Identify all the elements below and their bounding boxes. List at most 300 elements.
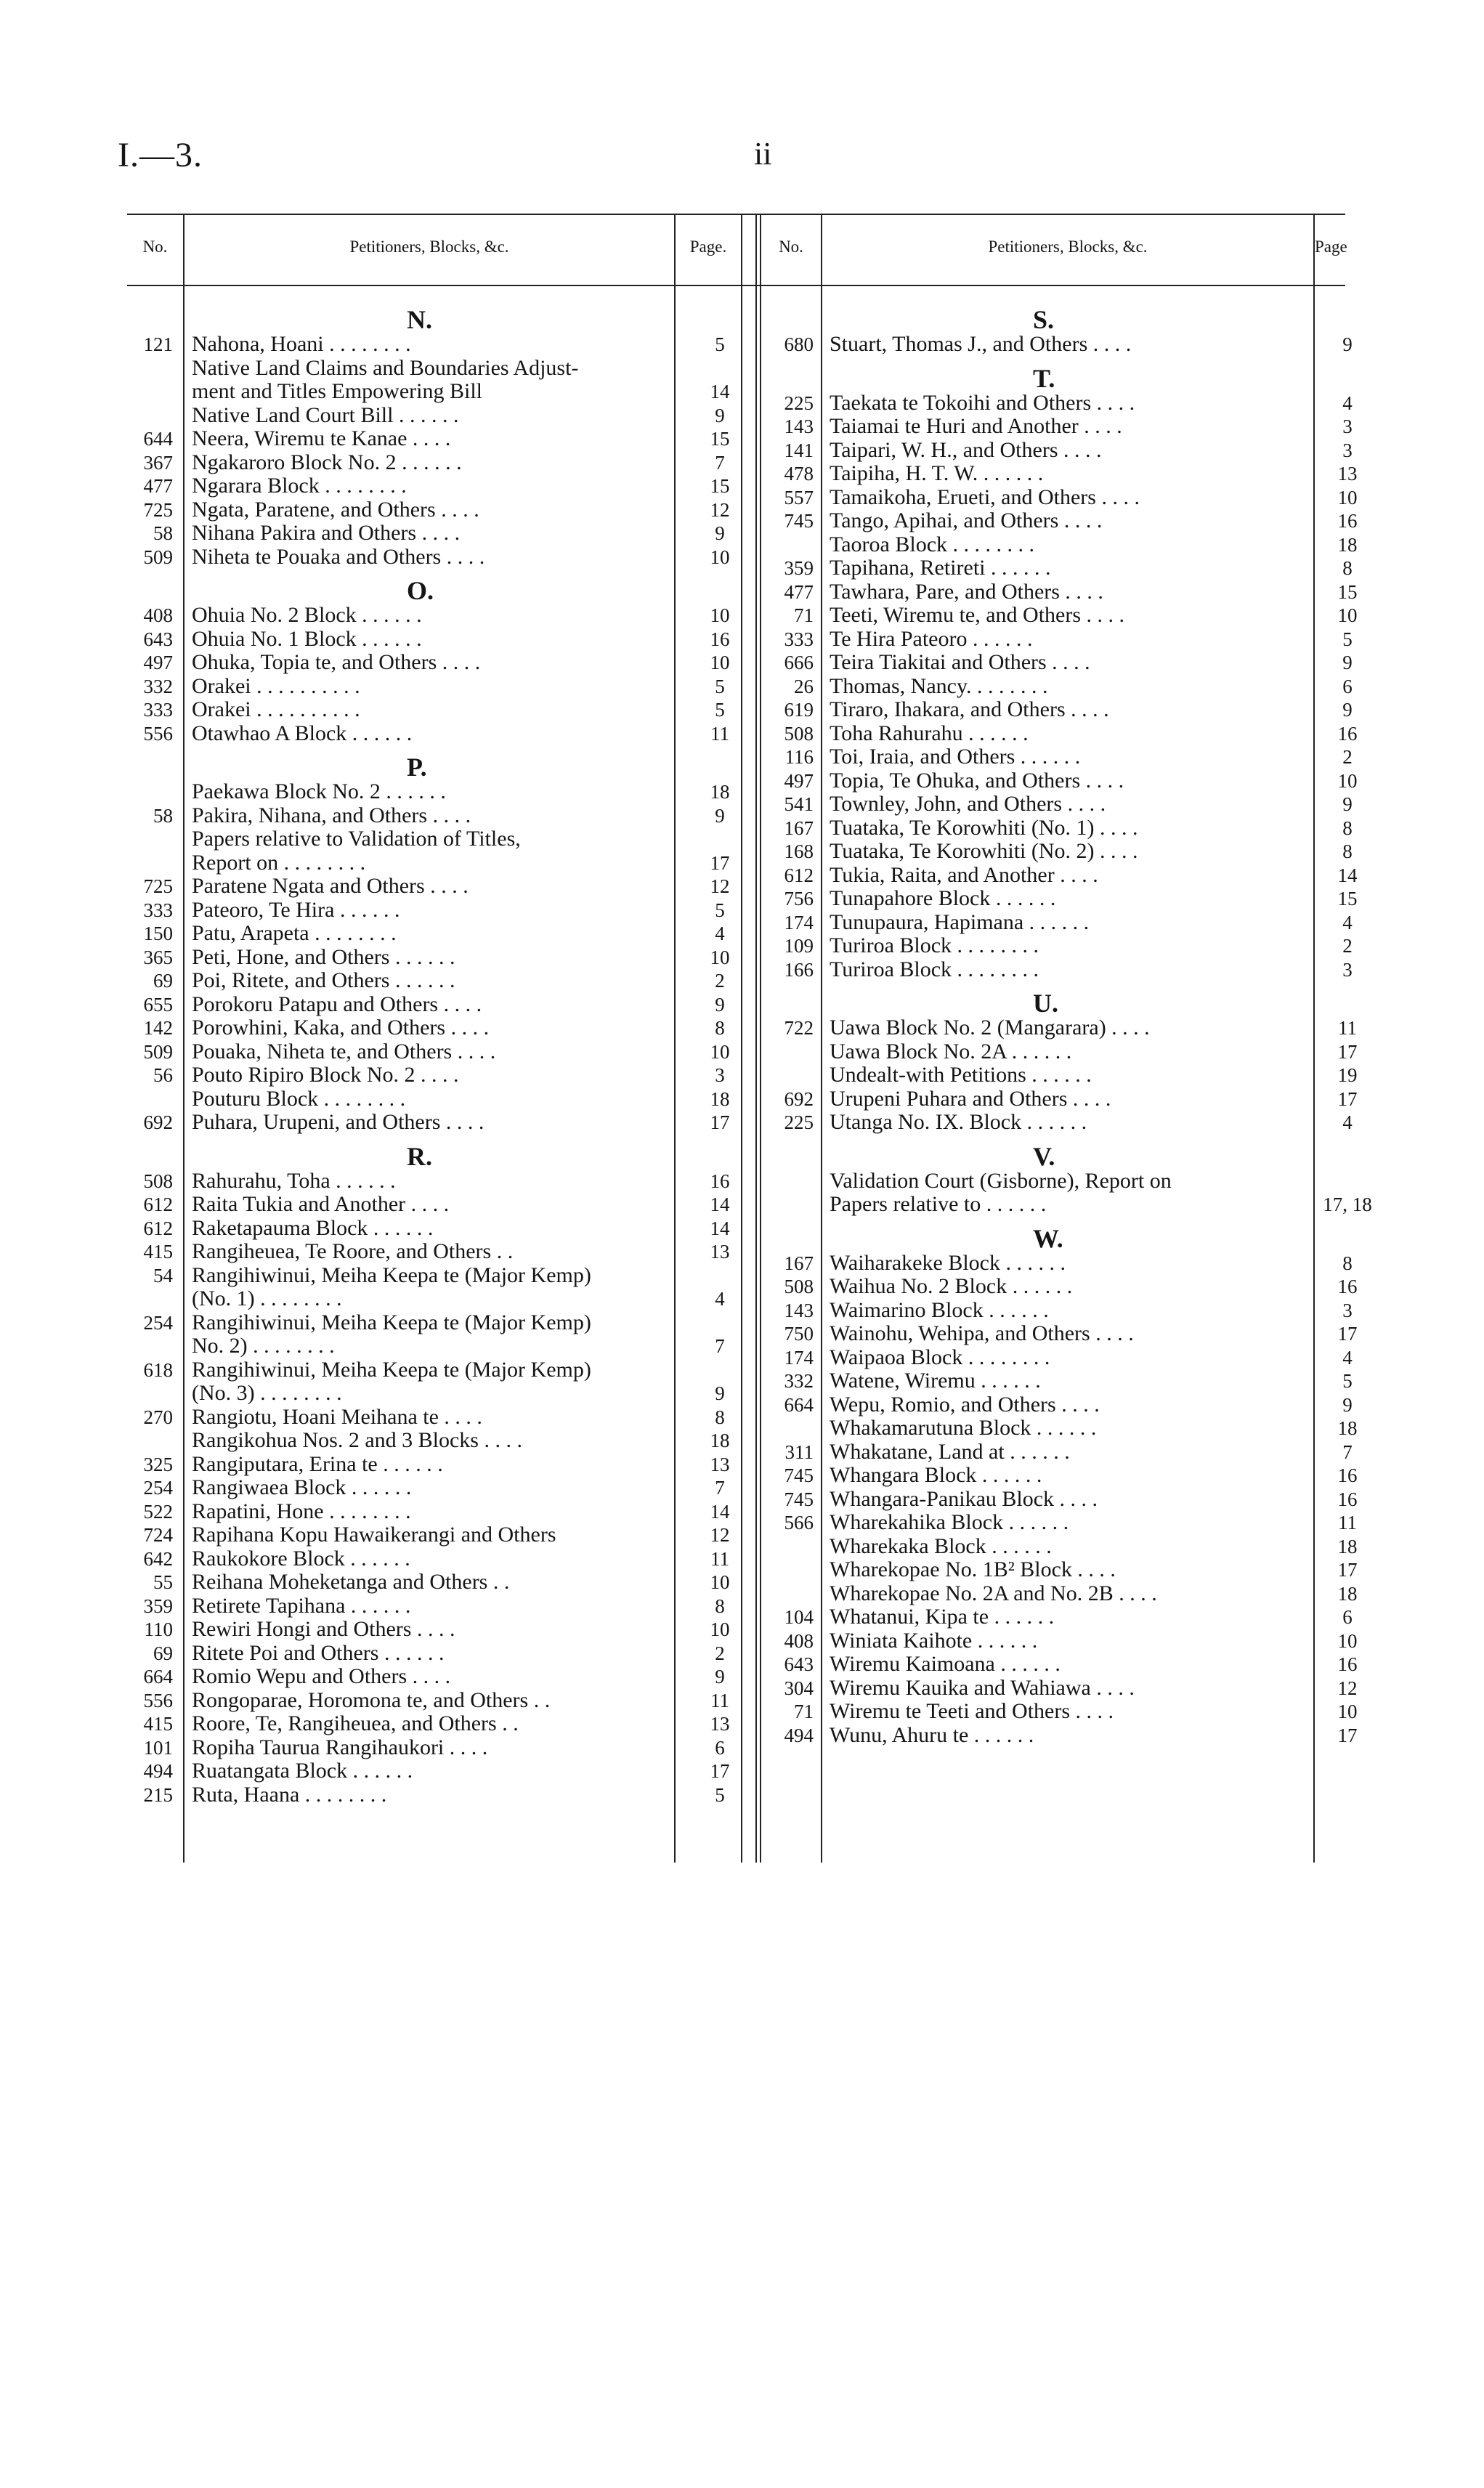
page-reference: 10 bbox=[1337, 486, 1358, 508]
page-reference: 13 bbox=[1337, 463, 1358, 485]
page-reference: 14 bbox=[710, 1217, 730, 1239]
petitioner-name: Rangihiwinui, Meiha Keepa te (Major Kemp) bbox=[192, 1357, 591, 1382]
petition-number: 725 bbox=[143, 875, 173, 897]
page-reference: 5 bbox=[1342, 1370, 1353, 1392]
petitioner-name: Rangiputara, Erina te . . . . . . bbox=[192, 1451, 443, 1476]
petitioner-name: ment and Titles Empowering Bill bbox=[192, 379, 483, 403]
petitioner-name: Thomas, Nancy. . . . . . . . bbox=[830, 673, 1048, 698]
petition-number: 655 bbox=[143, 993, 173, 1016]
petition-number: 71 bbox=[794, 1701, 814, 1722]
index-entry bbox=[0, 1629, 1380, 1653]
petitioner-name: Ohuia No. 1 Block . . . . . . bbox=[192, 626, 422, 651]
petitioner-name: Porokoru Patapu and Others . . . . bbox=[192, 992, 482, 1016]
petition-number: 680 bbox=[784, 333, 814, 355]
page-reference: 15 bbox=[710, 475, 730, 497]
petitioner-name: (No. 1) . . . . . . . . bbox=[192, 1286, 342, 1310]
petition-number: 724 bbox=[143, 1524, 173, 1546]
page-reference: 4 bbox=[1342, 1346, 1353, 1369]
header-petitioners-right: Petitioners, Blocks, &c. bbox=[988, 238, 1148, 256]
petitioner-name: Topia, Te Ohuka, and Others . . . . bbox=[830, 768, 1124, 793]
petitioner-name: Tunapahore Block . . . . . . bbox=[830, 886, 1056, 910]
petitioner-name: Tukia, Raita, and Another . . . . bbox=[830, 862, 1098, 887]
petition-number: 745 bbox=[784, 1464, 814, 1486]
page-reference: 12 bbox=[710, 498, 730, 521]
petitioner-name: Raita Tukia and Another . . . . bbox=[192, 1192, 450, 1216]
petitioner-name: Nahona, Hoani . . . . . . . . bbox=[192, 332, 411, 356]
petitioner-name: Uawa Block No. 2 (Mangarara) . . . . bbox=[830, 1016, 1150, 1040]
petitioner-name: Tunupaura, Hapimana . . . . . . bbox=[830, 909, 1090, 934]
index-entry bbox=[0, 675, 1380, 699]
page-reference: 9 bbox=[1342, 333, 1353, 355]
petitioner-name: (No. 3) . . . . . . . . bbox=[192, 1381, 342, 1405]
index-entry bbox=[0, 533, 1380, 557]
petitioner-name: Wharekaka Block . . . . . . bbox=[830, 1533, 1052, 1558]
page-reference: 10 bbox=[710, 546, 730, 568]
section-letter bbox=[0, 1225, 1380, 1252]
petitioner-name: Romio Wepu and Others . . . . bbox=[192, 1664, 451, 1688]
index-entry bbox=[0, 1759, 755, 1783]
petitioner-name: Ruatangata Block . . . . . . bbox=[192, 1759, 413, 1783]
section-gap bbox=[0, 981, 1380, 990]
petitioner-name: Wepu, Romio, and Others . . . . bbox=[830, 1392, 1100, 1417]
petition-number: 101 bbox=[143, 1736, 173, 1759]
page-reference: 17, 18 bbox=[1323, 1194, 1372, 1215]
index-entry bbox=[0, 1252, 1380, 1276]
page-reference: 8 bbox=[1342, 1252, 1353, 1274]
page-reference: 18 bbox=[1337, 1417, 1358, 1439]
petition-number: 215 bbox=[143, 1783, 173, 1806]
index-entry bbox=[0, 911, 1380, 935]
petition-number: 54 bbox=[153, 1264, 173, 1286]
petitioner-name: Neera, Wiremu te Kanae . . . . bbox=[192, 426, 451, 450]
petition-number: 311 bbox=[784, 1440, 814, 1463]
petition-number: 333 bbox=[143, 899, 173, 921]
section-letter bbox=[0, 365, 1380, 392]
petitioner-name: Pateoro, Te Hira . . . . . . bbox=[192, 897, 400, 922]
index-entry bbox=[0, 556, 1380, 580]
petition-number: 332 bbox=[784, 1370, 814, 1392]
index-entry bbox=[0, 840, 1380, 864]
petitioner-name: Retirete Tapihana . . . . . . bbox=[192, 1593, 411, 1618]
page-reference: 12 bbox=[710, 1524, 730, 1546]
petition-number: 332 bbox=[143, 675, 173, 697]
page-reference: 3 bbox=[715, 1064, 725, 1086]
page-reference: 8 bbox=[715, 1017, 725, 1039]
petitioner-name: Reihana Moheketanga and Others . . bbox=[192, 1570, 510, 1594]
index-entry bbox=[0, 1299, 1380, 1323]
index-entry bbox=[0, 1087, 1380, 1111]
petitioner-name: Rapatini, Hone . . . . . . . . bbox=[192, 1499, 411, 1523]
petition-number: 225 bbox=[784, 1111, 814, 1133]
petitioner-name: No. 2) . . . . . . . . bbox=[192, 1334, 335, 1358]
petitioner-name: Taiamai te Huri and Another . . . . bbox=[830, 414, 1122, 438]
page-reference: 13 bbox=[710, 1713, 730, 1735]
petitioner-name: Watene, Wiremu . . . . . . bbox=[830, 1369, 1041, 1393]
petition-number: 745 bbox=[784, 510, 814, 532]
page-reference: 11 bbox=[710, 722, 729, 745]
petition-number: 497 bbox=[784, 769, 814, 792]
petitioner-name: Toha Rahurahu . . . . . . bbox=[830, 721, 1029, 745]
index-entry bbox=[0, 1724, 1380, 1748]
page-reference: 7 bbox=[715, 1477, 725, 1499]
petitioner-name: Native Land Court Bill . . . . . . bbox=[192, 402, 459, 427]
page-reference: 4 bbox=[1342, 911, 1353, 933]
petitioner-name: Ohuia No. 2 Block . . . . . . bbox=[192, 603, 422, 627]
page-reference: 18 bbox=[1337, 1535, 1358, 1557]
page-reference: 8 bbox=[1342, 816, 1353, 839]
page-reference: 9 bbox=[1342, 793, 1353, 815]
index-entry bbox=[0, 415, 1380, 439]
petitioner-name: Roore, Te, Rangiheuea, and Others . . bbox=[192, 1711, 519, 1735]
petitioner-name: Rongoparae, Horomona te, and Others . . bbox=[192, 1687, 551, 1712]
petition-number: 333 bbox=[143, 699, 173, 721]
petition-number: 365 bbox=[143, 946, 173, 968]
section-letter-text: U. bbox=[1033, 989, 1058, 1018]
petitioner-name: Report on . . . . . . . . bbox=[192, 850, 366, 875]
index-entry bbox=[0, 1440, 1380, 1464]
petitioner-name: Pouaka, Niheta te, and Others . . . . bbox=[192, 1039, 496, 1063]
petition-number: 359 bbox=[143, 1594, 173, 1617]
section-letter-text: T. bbox=[1033, 363, 1055, 393]
page-reference: 14 bbox=[710, 1194, 730, 1215]
document-code: I.—3. bbox=[118, 136, 203, 174]
petition-number: 58 bbox=[153, 804, 173, 827]
petitioner-name: Taipiha, H. T. W. . . . . . . bbox=[830, 461, 1044, 485]
page-reference: 12 bbox=[710, 875, 730, 897]
petitioner-name: Waipaoa Block . . . . . . . . bbox=[830, 1345, 1050, 1369]
page-reference: 3 bbox=[1342, 958, 1353, 981]
petitioner-name: Whatanui, Kipa te . . . . . . bbox=[830, 1605, 1055, 1629]
petition-number: 408 bbox=[784, 1629, 814, 1652]
petitioner-name: Poi, Ritete, and Others . . . . . . bbox=[192, 968, 455, 992]
petitioner-name: Taoroa Block . . . . . . . . bbox=[830, 532, 1035, 556]
page-reference: 16 bbox=[710, 1170, 730, 1192]
page-reference: 5 bbox=[1342, 628, 1353, 650]
index-entry bbox=[0, 462, 1380, 486]
petitioner-name: Wiremu te Teeti and Others . . . . bbox=[830, 1699, 1114, 1723]
page-reference: 16 bbox=[1337, 1488, 1358, 1510]
petition-number: 666 bbox=[784, 652, 814, 673]
petition-number: 612 bbox=[143, 1194, 173, 1215]
petition-number: 69 bbox=[153, 970, 173, 992]
index-entry bbox=[0, 1582, 1380, 1606]
petition-number: 121 bbox=[143, 333, 173, 355]
page-reference: 12 bbox=[1337, 1677, 1358, 1699]
index-entry bbox=[0, 722, 1380, 746]
petitioner-name: Taipari, W. H., and Others . . . . bbox=[830, 437, 1102, 462]
petition-number: 619 bbox=[784, 699, 814, 721]
page-reference: 14 bbox=[710, 1500, 730, 1523]
page-reference: 5 bbox=[715, 1783, 725, 1806]
petition-number: 333 bbox=[784, 628, 814, 650]
page-reference: 8 bbox=[715, 1594, 725, 1617]
petitioner-name: Raketapauma Block . . . . . . bbox=[192, 1215, 434, 1240]
page-reference: 11 bbox=[710, 1547, 729, 1570]
page-reference: 9 bbox=[715, 522, 725, 544]
index-entry bbox=[0, 1393, 1380, 1417]
petitioner-name: Rewiri Hongi and Others . . . . bbox=[192, 1617, 455, 1641]
petition-number: 359 bbox=[784, 557, 814, 579]
index-entry bbox=[0, 1275, 1380, 1299]
index-entry bbox=[0, 1700, 1380, 1724]
petitioner-name: Nihana Pakira and Others . . . . bbox=[192, 521, 461, 545]
page-reference: 16 bbox=[1337, 722, 1358, 745]
index-entry bbox=[0, 1783, 755, 1807]
petition-number: 557 bbox=[784, 486, 814, 508]
petitioner-name: Ropiha Taurua Rangihaukori . . . . bbox=[192, 1735, 488, 1759]
page-reference: 17 bbox=[1337, 1724, 1358, 1746]
petitioner-name: Whangara-Panikau Block . . . . bbox=[830, 1486, 1098, 1511]
petitioner-name: Turiroa Block . . . . . . . . bbox=[830, 933, 1039, 957]
petitioner-name: Undealt-with Petitions . . . . . . bbox=[830, 1063, 1092, 1087]
page-reference: 18 bbox=[710, 1087, 730, 1110]
index-entry bbox=[0, 576, 1380, 605]
petition-number: 408 bbox=[143, 604, 173, 626]
page-reference: 7 bbox=[715, 1335, 725, 1357]
page-reference: 9 bbox=[715, 1666, 725, 1687]
index-entry bbox=[0, 1111, 1380, 1135]
page-reference: 17 bbox=[1337, 1040, 1358, 1063]
header-page-left: Page. bbox=[689, 238, 727, 256]
petition-number: 509 bbox=[143, 546, 173, 568]
petitioner-name: Rahurahu, Toha . . . . . . bbox=[192, 1168, 396, 1193]
petitioner-name: Taekata te Tokoihi and Others . . . . bbox=[830, 390, 1135, 415]
page-reference: 18 bbox=[710, 1430, 730, 1451]
petition-number: 477 bbox=[784, 580, 814, 603]
petition-number: 497 bbox=[143, 652, 173, 673]
page-reference: 10 bbox=[710, 604, 730, 626]
page-reference: 8 bbox=[1342, 557, 1353, 579]
petitioner-name: Urupeni Puhara and Others . . . . bbox=[830, 1086, 1111, 1111]
petitioner-name: Tiraro, Ihakara, and Others . . . . bbox=[830, 697, 1109, 721]
index-entry bbox=[0, 392, 1380, 416]
index-entry bbox=[0, 958, 1380, 982]
petitioner-name: Rangiwaea Block . . . . . . bbox=[192, 1475, 412, 1499]
petition-number: 612 bbox=[784, 864, 814, 886]
petition-number: 644 bbox=[143, 428, 173, 450]
petitioner-name: Whangara Block . . . . . . bbox=[830, 1463, 1042, 1487]
index-entry bbox=[0, 769, 1380, 793]
page-reference: 14 bbox=[710, 381, 730, 402]
page-reference: 15 bbox=[710, 428, 730, 450]
petition-number: 494 bbox=[784, 1724, 814, 1746]
index-entry bbox=[0, 486, 1380, 510]
petition-number: 643 bbox=[143, 628, 173, 650]
petition-number: 692 bbox=[143, 1111, 173, 1133]
index-entry bbox=[0, 864, 1380, 888]
petition-number: 367 bbox=[143, 451, 173, 474]
petition-number: 566 bbox=[784, 1512, 814, 1533]
petition-number: 174 bbox=[784, 1346, 814, 1369]
petition-number: 254 bbox=[143, 1311, 173, 1334]
page-reference: 13 bbox=[710, 1241, 730, 1263]
petitioner-name: Turiroa Block . . . . . . . . bbox=[830, 957, 1039, 981]
petition-number: 168 bbox=[784, 840, 814, 862]
page-reference: 6 bbox=[1342, 675, 1353, 697]
section-letter bbox=[0, 307, 1380, 333]
page-reference: 9 bbox=[715, 993, 725, 1016]
petition-number: 270 bbox=[143, 1406, 173, 1428]
petitioner-name: Winiata Kaihote . . . . . . bbox=[830, 1628, 1038, 1653]
petitioner-name: Toi, Iraia, and Others . . . . . . bbox=[830, 745, 1081, 769]
petitioner-name: Ritete Poi and Others . . . . . . bbox=[192, 1640, 445, 1665]
page-reference: 4 bbox=[1342, 392, 1353, 414]
page-reference: 10 bbox=[1337, 604, 1358, 626]
index-entry bbox=[0, 1063, 1380, 1087]
index-entry bbox=[0, 1170, 1380, 1194]
petition-number: 142 bbox=[143, 1017, 173, 1039]
petitioner-name: Ohuka, Topia te, and Others . . . . bbox=[192, 650, 481, 674]
petitioner-name: Rangihiwinui, Meiha Keepa te (Major Kemp) bbox=[192, 1310, 591, 1334]
petitioner-name: Paratene Ngata and Others . . . . bbox=[192, 874, 469, 898]
page-reference: 18 bbox=[1337, 1582, 1358, 1605]
petition-number: 664 bbox=[784, 1393, 814, 1416]
petitioner-name: Waihua No. 2 Block . . . . . . bbox=[830, 1274, 1073, 1298]
petitioner-name: Whakamarutuna Block . . . . . . bbox=[830, 1416, 1097, 1440]
petition-number: 58 bbox=[153, 522, 173, 544]
index-entry bbox=[0, 1369, 1380, 1393]
petitioner-name: Patu, Arapeta . . . . . . . . bbox=[192, 921, 397, 945]
petition-number: 664 bbox=[143, 1666, 173, 1687]
page-reference: 16 bbox=[1337, 1464, 1358, 1486]
index-entry bbox=[0, 439, 1380, 463]
petition-number: 167 bbox=[784, 1252, 814, 1274]
page-reference: 9 bbox=[1342, 699, 1353, 721]
section-gap bbox=[0, 1217, 1380, 1225]
section-letter bbox=[0, 1143, 1380, 1170]
page-reference: 6 bbox=[1342, 1606, 1353, 1628]
page-reference: 2 bbox=[1342, 935, 1353, 957]
petition-number: 143 bbox=[784, 1299, 814, 1321]
page-reference: 8 bbox=[715, 1406, 725, 1428]
petition-number: 141 bbox=[784, 439, 814, 461]
petition-number: 71 bbox=[794, 604, 814, 626]
page-reference: 11 bbox=[1338, 1017, 1357, 1039]
petitioner-name: Tuataka, Te Korowhiti (No. 2) . . . . bbox=[830, 839, 1138, 863]
petitioner-name: Ngakaroro Block No. 2 . . . . . . bbox=[192, 450, 462, 474]
page-reference: 17 bbox=[710, 1760, 730, 1782]
petition-number: 110 bbox=[144, 1618, 173, 1640]
page-reference: 16 bbox=[1337, 1276, 1358, 1297]
page-reference: 10 bbox=[710, 652, 730, 673]
petitioner-name: Ngarara Block . . . . . . . . bbox=[192, 474, 407, 498]
petition-number: 508 bbox=[784, 1276, 814, 1297]
page-reference: 4 bbox=[715, 1288, 725, 1310]
page-reference: 8 bbox=[1342, 840, 1353, 862]
petition-number: 304 bbox=[784, 1677, 814, 1699]
page-reference: 18 bbox=[1337, 533, 1358, 556]
petition-number: 612 bbox=[143, 1217, 173, 1239]
page-reference: 17 bbox=[710, 851, 730, 874]
page-reference: 3 bbox=[1342, 439, 1353, 461]
page-reference: 10 bbox=[710, 1040, 730, 1063]
page-reference: 5 bbox=[715, 899, 725, 921]
petition-number: 745 bbox=[784, 1488, 814, 1510]
petitioner-name: Waimarino Block . . . . . . bbox=[830, 1297, 1049, 1322]
petitioner-name: Tuataka, Te Korowhiti (No. 1) . . . . bbox=[830, 815, 1138, 840]
header-no-left: No. bbox=[142, 238, 168, 256]
page-reference: 2 bbox=[715, 970, 725, 992]
petitioner-name: Papers relative to . . . . . . bbox=[830, 1192, 1047, 1216]
page-reference: 4 bbox=[1342, 1111, 1353, 1133]
petitioner-name: Puhara, Urupeni, and Others . . . . bbox=[192, 1110, 484, 1134]
petitioner-name: Tango, Apihai, and Others . . . . bbox=[830, 508, 1103, 532]
index-entry bbox=[0, 1464, 1380, 1488]
petitioner-name: Porowhini, Kaka, and Others . . . . bbox=[192, 1016, 490, 1040]
page-reference: 10 bbox=[1337, 769, 1358, 792]
petition-number: 415 bbox=[143, 1713, 173, 1735]
page-reference: 11 bbox=[710, 1689, 729, 1711]
petition-number: 143 bbox=[784, 416, 814, 437]
index-column-right bbox=[0, 307, 1380, 1747]
petitioner-name: Waiharakeke Block . . . . . . bbox=[830, 1250, 1066, 1275]
page-reference: 3 bbox=[1342, 416, 1353, 437]
page-reference: 10 bbox=[1337, 1629, 1358, 1652]
section-letter bbox=[0, 990, 1380, 1016]
header-rule bbox=[127, 285, 1345, 286]
page-reference: 17 bbox=[710, 1111, 730, 1133]
page-number: ii bbox=[754, 136, 772, 171]
petition-number: 477 bbox=[143, 475, 173, 497]
petition-number: 556 bbox=[143, 722, 173, 745]
petition-number: 478 bbox=[784, 463, 814, 485]
petitioner-name: Pouturu Block . . . . . . . . bbox=[192, 1086, 406, 1111]
page-reference: 7 bbox=[715, 451, 725, 474]
petitioner-name: Townley, John, and Others . . . . bbox=[830, 792, 1106, 816]
petition-number: 642 bbox=[143, 1547, 173, 1570]
header-no-right: No. bbox=[779, 238, 803, 256]
index-entry bbox=[0, 1605, 1380, 1629]
index-entry bbox=[0, 651, 1380, 675]
petition-number: 618 bbox=[143, 1358, 173, 1381]
page-reference: 16 bbox=[710, 628, 730, 650]
petitioner-name: Stuart, Thomas J., and Others . . . . bbox=[830, 332, 1132, 356]
petitioner-name: Rangiheuea, Te Roore, and Others . . bbox=[192, 1239, 514, 1263]
page-reference: 15 bbox=[1337, 888, 1358, 909]
index-entry bbox=[0, 1535, 1380, 1559]
page-reference: 5 bbox=[715, 675, 725, 697]
top-rule bbox=[127, 214, 1345, 215]
petitioner-name: Utanga No. IX. Block . . . . . . bbox=[830, 1110, 1087, 1134]
petition-number: 69 bbox=[153, 1642, 173, 1664]
section-letter-text: O. bbox=[407, 576, 434, 605]
petitioner-name: Papers relative to Validation of Titles, bbox=[192, 827, 521, 851]
petitioner-name: Tawhara, Pare, and Others . . . . bbox=[830, 579, 1103, 604]
petitioner-name: Wiremu Kauika and Wahiawa . . . . bbox=[830, 1675, 1135, 1700]
index-entry bbox=[0, 509, 1380, 533]
page-reference: 2 bbox=[715, 1642, 725, 1664]
petitioner-name: Orakei . . . . . . . . . . bbox=[192, 673, 360, 698]
petition-number: 750 bbox=[784, 1323, 814, 1345]
page-reference: 3 bbox=[1342, 1299, 1353, 1321]
petition-number: 109 bbox=[784, 935, 814, 957]
petition-number: 116 bbox=[784, 746, 814, 768]
page-reference: 17 bbox=[1337, 1559, 1358, 1581]
petitioner-name: Rangikohua Nos. 2 and 3 Blocks . . . . bbox=[192, 1428, 522, 1452]
page-reference: 9 bbox=[715, 804, 725, 827]
petition-number: 26 bbox=[794, 675, 814, 697]
section-letter-text: V. bbox=[1033, 1141, 1055, 1171]
petitioner-name: Pakira, Nihana, and Others . . . . bbox=[192, 803, 471, 827]
petitioner-name: Whakatane, Land at . . . . . . bbox=[830, 1439, 1070, 1464]
page-reference: 9 bbox=[715, 1382, 725, 1404]
page-reference: 5 bbox=[715, 333, 725, 355]
petitioner-name: Tamaikoha, Erueti, and Others . . . . bbox=[830, 485, 1140, 509]
petitioner-name: Raukokore Block . . . . . . bbox=[192, 1546, 410, 1571]
index-entry bbox=[0, 1322, 1380, 1346]
petition-number: 56 bbox=[153, 1064, 173, 1086]
petition-number: 722 bbox=[784, 1017, 814, 1039]
